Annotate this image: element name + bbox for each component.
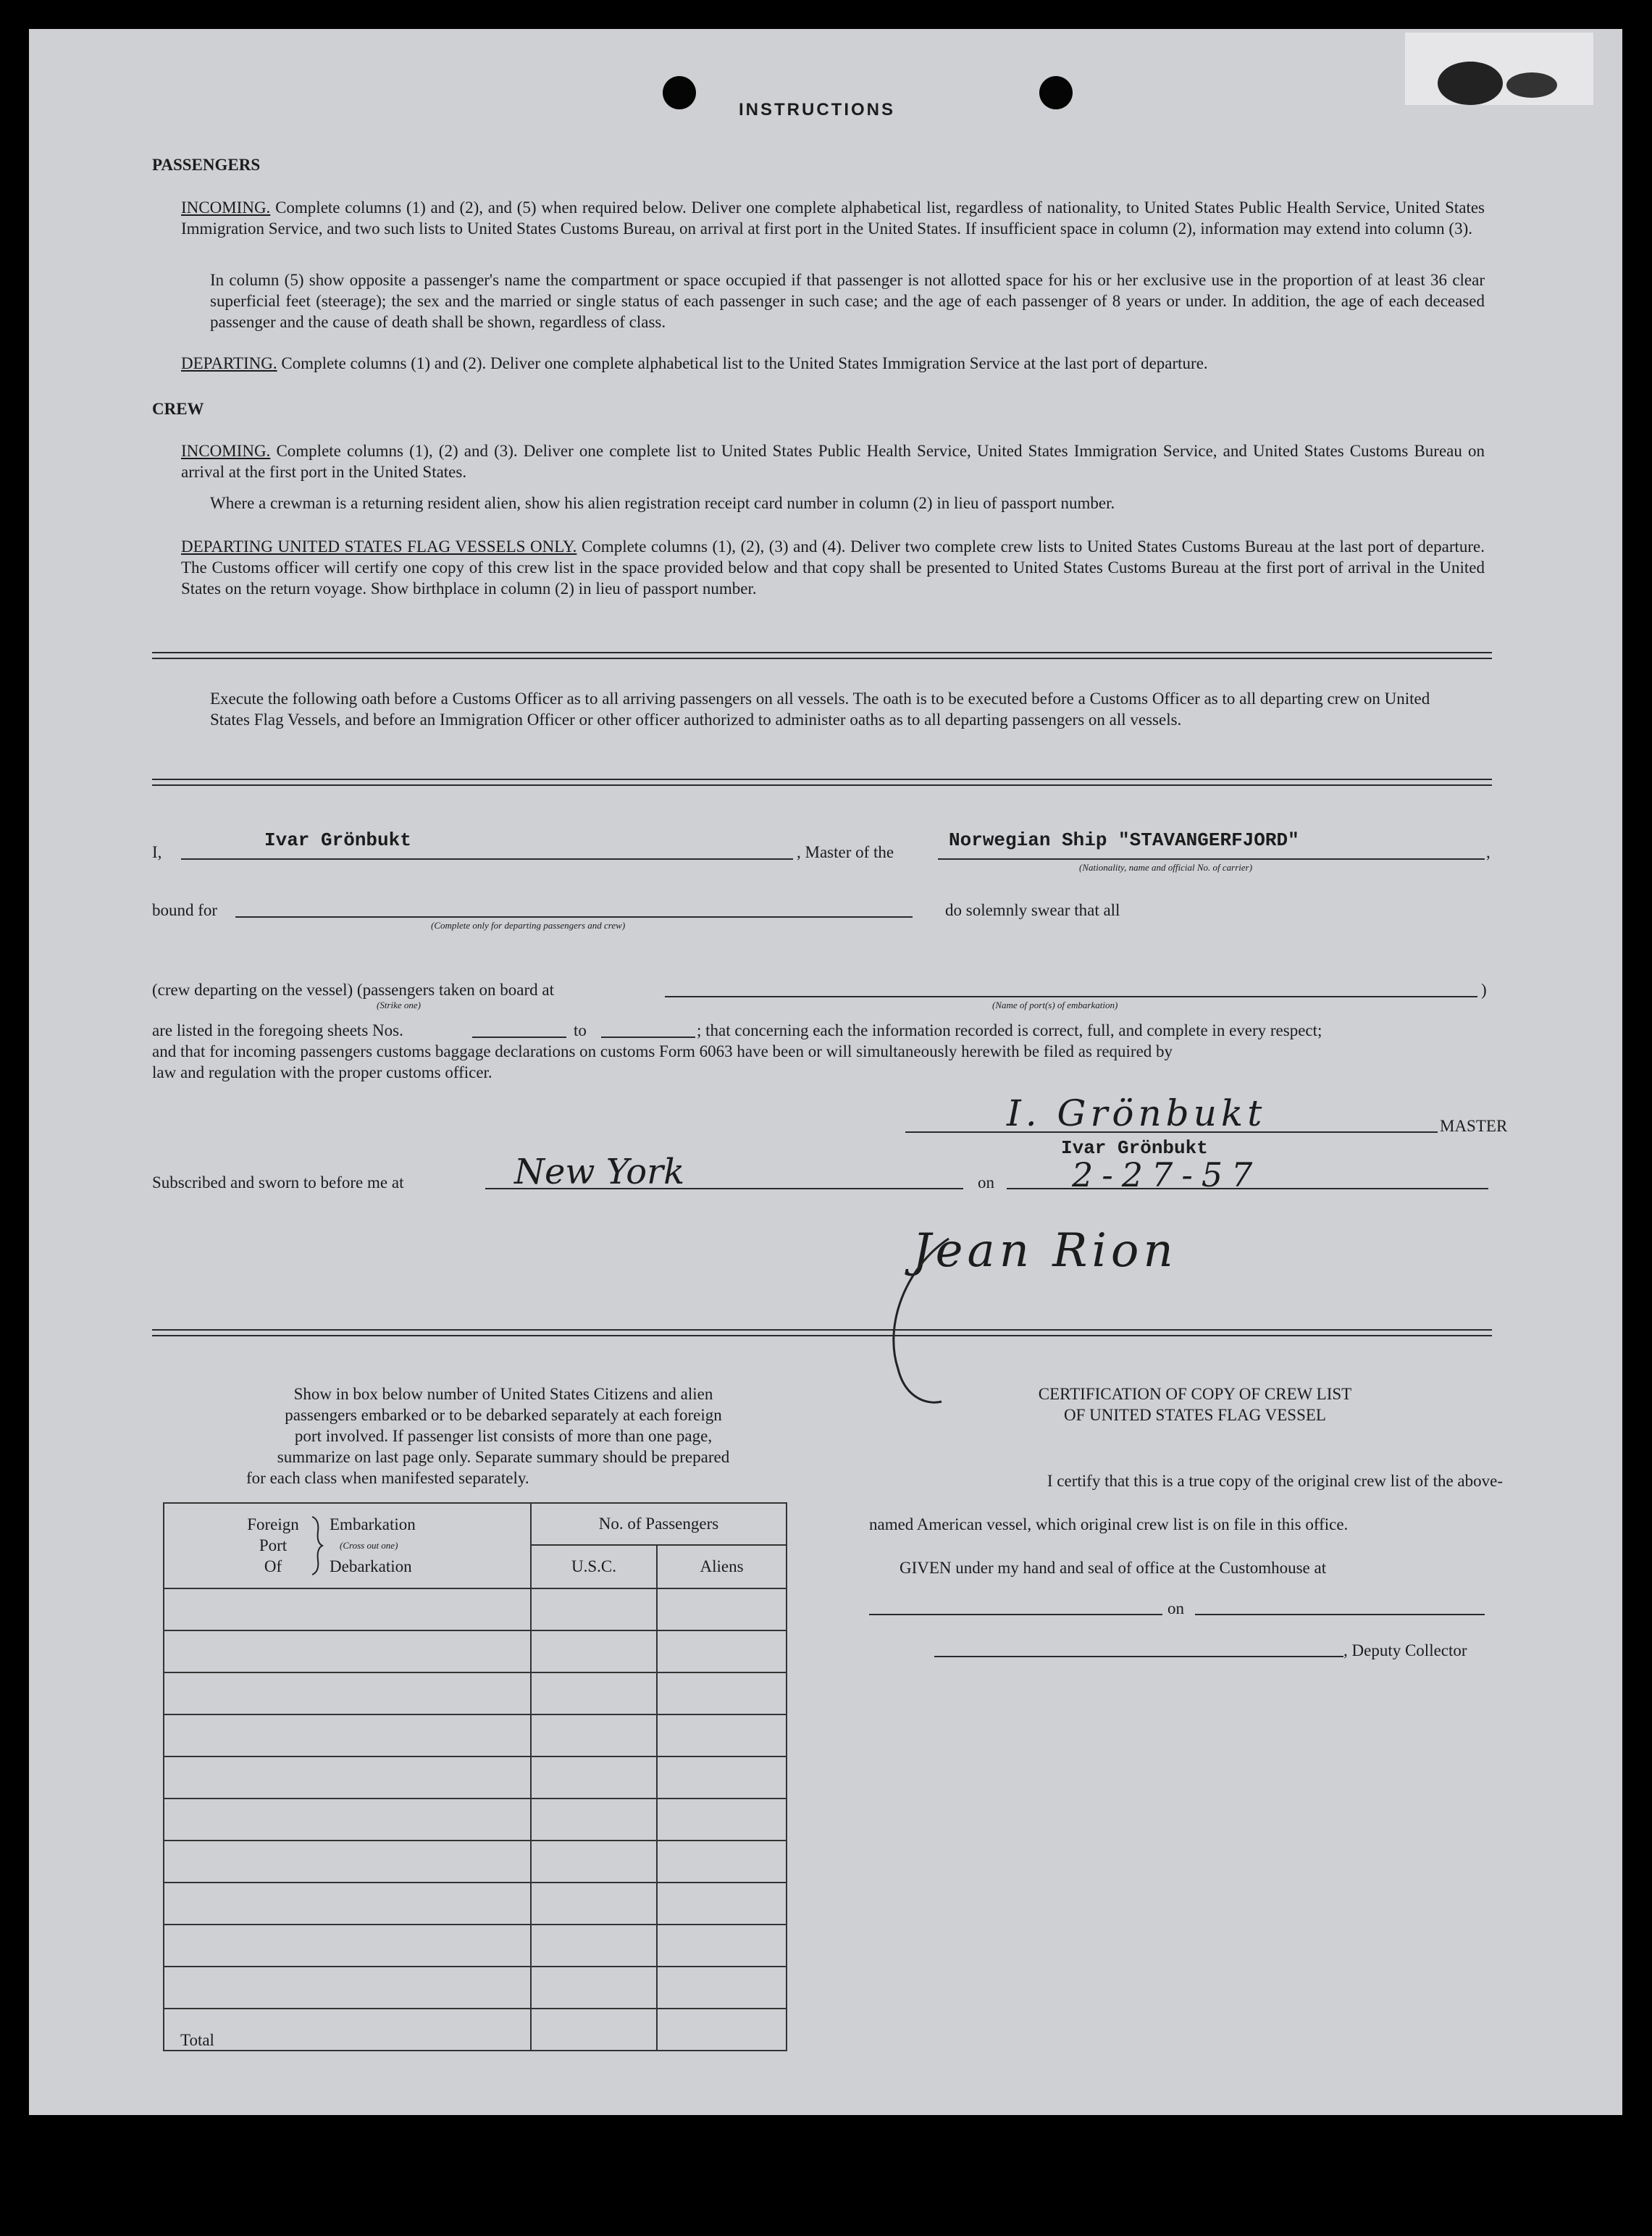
table-row [164, 1588, 787, 1630]
certification-line-1: I certify that this is a true copy of the original crew list of the above- [1047, 1472, 1503, 1490]
table-row [164, 1630, 787, 1672]
oath-i-label: I, [152, 843, 162, 861]
corner-stain [1438, 62, 1503, 105]
vessel-field: Norwegian Ship "STAVANGERFJORD" [949, 829, 1299, 851]
master-of-label: , Master of the [797, 843, 894, 861]
passengers-heading: PASSENGERS [152, 156, 261, 174]
aliens-header: Aliens [657, 1545, 787, 1588]
summary-line: passengers embarked or to be debarked separately at each foreign [285, 1406, 722, 1424]
crew-departing-label: DEPARTING UNITED STATES FLAG VESSELS ONLY. [181, 537, 577, 556]
bound-for-caption: (Complete only for departing passengers and crew) [431, 920, 626, 931]
usc-header: U.S.C. [531, 1545, 657, 1588]
table-row [164, 1756, 787, 1799]
master-label: MASTER [1440, 1117, 1508, 1135]
subscribed-on-label: on [978, 1173, 994, 1192]
passengers-incoming-block [181, 197, 1485, 239]
debarkation-label: Debarkation [330, 1557, 412, 1575]
of-label: Of [264, 1557, 282, 1575]
master-name-field: Ivar Grönbukt [264, 829, 411, 851]
table-row [164, 1841, 787, 1883]
summary-line: port involved. If passenger list consists of more than one page, [294, 1427, 713, 1445]
port-label: Port [259, 1536, 288, 1554]
certification-title-line: OF UNITED STATES FLAG VESSEL [1064, 1406, 1326, 1424]
crew-heading: CREW [152, 400, 204, 418]
summary-line: Show in box below number of United States Citizens and alien [293, 1385, 713, 1403]
embarkation-line [665, 996, 1477, 997]
place-handwritten: New York [514, 1152, 685, 1192]
port-header [164, 1503, 531, 1588]
certification-line-2: named American vessel, which original crew list is on file in this office. [869, 1515, 1349, 1533]
certification-title [898, 1383, 1492, 1425]
passengers-departing-text: Complete columns (1) and (2). Deliver one complete alphabetical list to the United States Immigration Service at the last port of departure. [281, 354, 1208, 372]
crew-resident-text: Where a crewman is a returning resident alien, show his alien registration receipt card number in column (2) in lieu of passport number. [210, 494, 1115, 512]
embarkation-label: Embarkation [330, 1515, 416, 1533]
section-divider [152, 779, 1492, 786]
sheets-from-line [472, 1037, 566, 1038]
punch-hole-left [663, 76, 696, 109]
foreign-label: Foreign [247, 1515, 299, 1533]
embark-caption: (Name of port(s) of embarkation) [992, 1000, 1118, 1010]
bound-for-line [235, 916, 913, 918]
document-page [29, 29, 1622, 2115]
crew-departing-block [181, 536, 1485, 599]
strike-caption: (Strike one) [377, 1000, 422, 1010]
crew-incoming-label: INCOMING. [181, 442, 271, 460]
oath-line-3: law and regulation with the proper customs officer. [152, 1063, 492, 1081]
sheets-to-label: to [574, 1021, 587, 1039]
punch-hole-right [1039, 76, 1073, 109]
certification-date-line [1195, 1614, 1485, 1615]
summary-line: for each class when manifested separately. [246, 1469, 529, 1487]
cross-out-label: (Cross out one) [340, 1540, 398, 1551]
table-row [164, 1967, 787, 2009]
sheets-rest: ; that concerning each the information recorded is correct, full, and complete in every respect; [697, 1021, 1322, 1039]
summary-instructions [203, 1383, 804, 1488]
table-row [164, 1883, 787, 1925]
officer-signature: Jean Rion [913, 1224, 1178, 1278]
sheets-to-line [601, 1037, 695, 1038]
deputy-collector-line [934, 1656, 1343, 1657]
vessel-comma: , [1486, 843, 1490, 861]
oath-instructions: Execute the following oath before a Customs Officer as to all arriving passengers on all vessels. The oath is to be executed before a Customs Officer as to all departing crew on United States Flag Vessels, and before an Immigration Officer or other officer authorized to administer oaths as to all departing passengers on all vessels. [210, 690, 1430, 729]
crew-departing-text: Complete columns (1), (2), (3) and (4). Deliver two complete crew lists to United States Customs Bureau at the last port of departure. The Customs officer will certify one copy of this crew list in the space provided below and that copy shall be presented to United States Customs Bureau at the first port of arrival in the United States on the return voyage. Show birthplace in column (2) in lieu of passport number. [181, 537, 1485, 598]
summary-line: summarize on last page only. Separate summary should be prepared [277, 1448, 730, 1466]
close-paren: ) [1481, 981, 1487, 999]
subscribed-label: Subscribed and sworn to before me at [152, 1173, 404, 1192]
crew-incoming-text: Complete columns (1), (2) and (3). Deliver one complete list to United States Public Health Service, United States Immigration Service, and United States Customs Bureau on arrival at the first port in the United States. [181, 442, 1485, 481]
passengers-incoming-text: Complete columns (1) and (2), and (5) when required below. Deliver one complete alphabetical list, regardless of nationality, to United States Public Health Service, United States Immigration Service, and two such lists to United States Customs Bureau, on arrival at first port in the United States. If insufficient space in column (2), information may extend into column (3). [181, 198, 1485, 238]
table-row [164, 1925, 787, 1967]
corner-stain [1506, 72, 1557, 98]
table-row [164, 1799, 787, 1841]
torn-corner [1405, 33, 1593, 105]
table-row [164, 1672, 787, 1714]
vessel-caption: (Nationality, name and official No. of carrier) [1079, 862, 1253, 873]
passengers-departing-label: DEPARTING. [181, 354, 277, 372]
certification-line-3: GIVEN under my hand and seal of office at the Customhouse at [900, 1559, 1327, 1577]
bound-for-label: bound for [152, 901, 218, 919]
crew-incoming-block [181, 440, 1485, 482]
total-row [164, 2009, 787, 2051]
master-signature: I. Grönbukt [1007, 1092, 1267, 1134]
section-divider [152, 1329, 1492, 1336]
certification-title-line: CERTIFICATION OF COPY OF CREW LIST [1038, 1385, 1352, 1403]
certification-on-label: on [1167, 1599, 1184, 1617]
oath-line-2: and that for incoming passengers customs baggage declarations on customs Form 6063 have been or will simultaneously herewith be filed as required by [152, 1042, 1173, 1060]
passenger-summary-table [163, 1502, 787, 2051]
passengers-column5-text: In column (5) show opposite a passenger's name the compartment or space occupied if that passenger is not allotted space for his or her exclusive use in the proportion of at least 36 clear superficial feet (steerage); the sex and the married or single status of each passenger in such case; and the age of each passenger of 8 years or under. In addition, the age of each deceased passenger and the cause of death shall be shown, regardless of class. [210, 271, 1485, 331]
table-row [164, 1714, 787, 1756]
customhouse-place-line [869, 1614, 1162, 1615]
sheets-label: are listed in the foregoing sheets Nos. [152, 1021, 403, 1039]
passengers-incoming-label: INCOMING. [181, 198, 271, 217]
deputy-collector-label: , Deputy Collector [1343, 1641, 1467, 1659]
brace-icon [309, 1515, 324, 1576]
total-label: Total [164, 2009, 531, 2051]
master-name-line [181, 858, 793, 860]
passengers-departing-block [181, 353, 1485, 374]
swear-label: do solemnly swear that all [945, 901, 1120, 919]
date-handwritten: 2-27-57 [1072, 1155, 1262, 1194]
master-typed-name: Ivar Grönbukt [1061, 1137, 1208, 1159]
crew-departing-option: (crew departing on the vessel) (passengers taken on board at [152, 981, 554, 999]
passengers-count-header: No. of Passengers [531, 1503, 787, 1545]
page-title: INSTRUCTIONS [739, 100, 895, 120]
section-divider [152, 652, 1492, 659]
master-signature-line [905, 1131, 1438, 1133]
vessel-line [938, 858, 1485, 860]
